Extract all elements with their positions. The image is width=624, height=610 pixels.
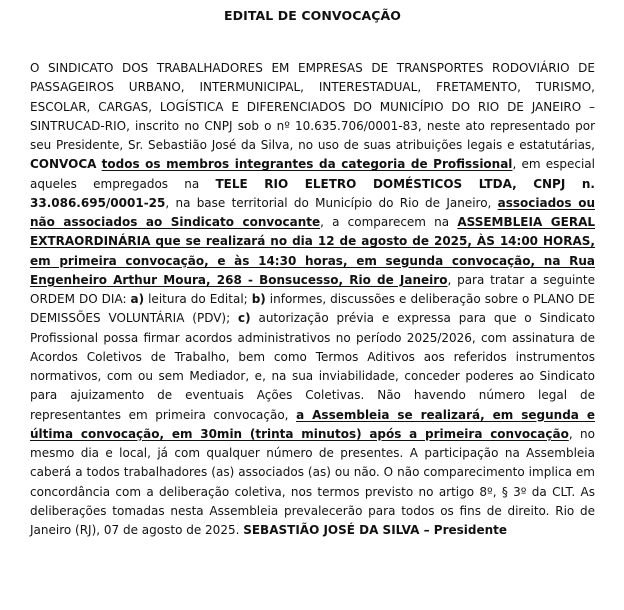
notice-text-territory: , na base territorial do Município do Rio de Janeiro, [165, 195, 498, 210]
convoca-emphasis: CONVOCA [30, 157, 97, 172]
assembly-details: ASSEMBLEIA GERAL EXTRAORDINÁRIA que se realizará no dia 12 de agosto de 2025, ÀS 14:00 HORAS, em primeira convocação, e às 14:30 horas, em segunda convocação, na Rua Engenheiro Arthur Moura, 268 - Bonsucesso, Rio de Janeiro [30, 215, 596, 287]
notice-text-especial: , em especial aqueles empregados na [30, 157, 595, 191]
notice-text-closing: , no mesmo dia e local, já com qualquer número de presentes. A participação na Assembleia caberá a todos trabalhadores (as) associados (as) ou não. O não comparecimento implica em concordância com a deliberação coletiva, nos termos previsto no artigo 8º, § 3º da CLT. As deliberações tomadas nesta Assembleia prevalecerão para todos os fins de direito. Rio de Janeiro (RJ), 07 de agosto de 2025. [30, 426, 595, 537]
agenda-item-a-text: leitura do Edital; [144, 292, 252, 306]
members-emphasis: todos os membros integrantes da categoria de Profissional [101, 157, 513, 172]
second-call-emphasis: a Assembleia se realizará, em segunda e última convocação, em 30min (trinta minutos) após a primeira convocação [30, 407, 595, 441]
agenda-item-c-marker: c) [238, 311, 251, 326]
agenda-item-a-marker: a) [130, 292, 145, 306]
agenda-item-b-marker: b) [251, 292, 266, 306]
notice-text-comparecem: , a comparecem na [320, 215, 458, 229]
signature: SEBASTIÃO JOSÉ DA SILVA – Presidente [243, 523, 508, 537]
agenda-item-b-text: informes, discussões e deliberação sobre o PLANO DE DEMISSÕES VOLUNTÁRIA (PDV); [30, 292, 595, 326]
associates-emphasis: associados ou não associados ao Sindicato convocante [30, 195, 595, 229]
notice-body [30, 59, 595, 540]
notice-text-ordem: , para tratar a seguinte ORDEM DO DIA: [30, 272, 595, 306]
notice-text-intro: O SINDICATO DOS TRABALHADORES EM EMPRESAS DE TRANSPORTES RODOVIÁRIO DE PASSAGEIROS URBANO, INTERMUNICIPAL, INTERESTADUAL, FRETAMENTO, TURISMO, ESCOLAR, CARGAS, LOGÍSTICA E DIFERENCIADOS DO MUNICÍPIO DO RIO DE JANEIRO – SINTRUCAD-RIO, inscrito no CNPJ sob o nº 10.635.706/0001-83, neste ato representado por seu Presidente, Sr. Sebastião José da Silva, no uso de suas atribuições legais e estatutárias, [30, 61, 595, 152]
company-name: TELE RIO ELETRO DOMÉSTICOS LTDA, CNPJ n. 33.086.695/0001-25 [30, 176, 595, 210]
document-title: EDITAL DE CONVOCAÇÃO [223, 8, 402, 23]
agenda-item-c-text: autorização prévia e expressa para que o Sindicato Profissional possa firmar acordos administrativos no período 2025/2026, com assinatura de Acordos Coletivos de Trabalho, bem como Termos Aditivos aos referidos instrumentos normativos, com ou sem Mediador, e, na sua inviabilidade, conceder poderes ao Sindicato para ajuizamento de eventuais Ações Coletivas. Não havendo número legal de representantes em primeira convocação, [30, 311, 595, 422]
document [30, 0, 595, 540]
